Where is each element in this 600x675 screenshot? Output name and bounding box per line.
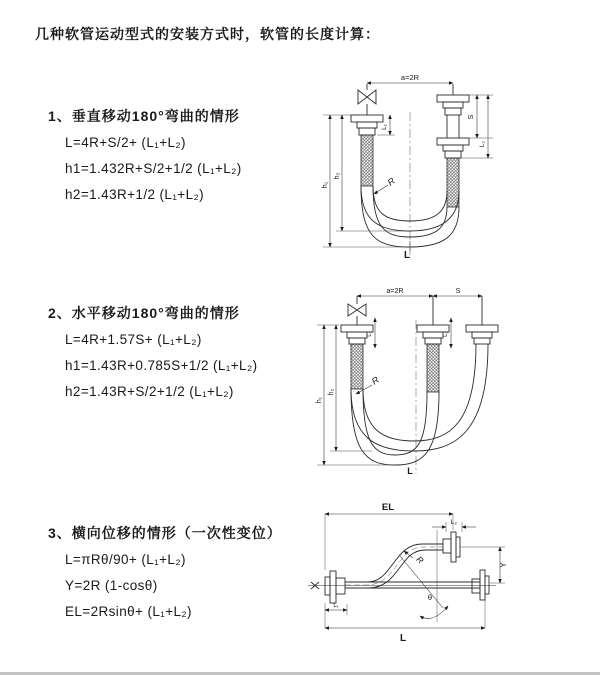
section-vertical-movement xyxy=(48,106,242,213)
dimension-l1 xyxy=(325,603,347,615)
dim-el-label: EL xyxy=(381,502,395,513)
dim-s-label: S xyxy=(455,288,461,295)
dim-a-label: a=2R xyxy=(400,73,420,82)
dimension-l xyxy=(325,600,485,644)
dim-h1-label: h₁ xyxy=(316,396,323,404)
dim-l-label: L xyxy=(399,633,407,644)
section-3-heading: 3、横向位移的情形（一次性变位） xyxy=(48,525,282,541)
formula-h1: h1=1.43R+0.785S+1/2 (L₁+L₂) xyxy=(65,358,258,373)
dim-l-label: L xyxy=(407,466,413,476)
dim-l2-label: L₂ xyxy=(450,519,458,526)
formula-l: L=πRθ/90+ (L₁+L₂) xyxy=(65,552,186,567)
dim-l2-label: L₂ xyxy=(479,140,486,148)
dim-y-label: Y xyxy=(499,562,508,568)
formula-h1: h1=1.432R+S/2+1/2 (L₁+L₂) xyxy=(65,161,242,176)
dim-a-label: a=2R xyxy=(386,288,404,295)
fixed-end-flange xyxy=(325,571,345,603)
valve-icon xyxy=(348,304,366,316)
formula-h2: h2=1.43R+1/2 (L₁+L₂) xyxy=(65,187,205,202)
diagram-lateral-displacement xyxy=(300,500,600,650)
radius-callout xyxy=(374,175,397,194)
moving-end-pipe-position-1 xyxy=(417,296,449,392)
dim-l1-label: L₁ xyxy=(333,603,339,609)
flange xyxy=(466,325,498,344)
diagram-horizontal-180-bend xyxy=(310,282,600,477)
formula-el: EL=2Rsinθ+ (L₁+L₂) xyxy=(65,604,192,619)
formula-l: L=4R+S/2+ (L₁+L₂) xyxy=(65,135,186,150)
flange xyxy=(351,115,383,135)
dimension-l xyxy=(407,466,413,476)
radius-label: R xyxy=(414,554,426,566)
dimension-a-2r xyxy=(367,73,453,83)
dimension-el xyxy=(325,502,453,570)
moving-end-flange-displaced xyxy=(443,532,460,562)
dim-l1-label: L₁ xyxy=(381,124,388,130)
dimension-s xyxy=(455,95,493,138)
dimension-y xyxy=(460,547,508,583)
flange-lower-position xyxy=(437,138,469,158)
hose-displaced-position xyxy=(345,532,460,588)
formula-h2: h2=1.43R+S/2+1/2 (L₁+L₂) xyxy=(65,384,234,399)
section-1-formulas xyxy=(48,135,242,204)
diagram-vertical-180-bend xyxy=(310,70,600,260)
dim-l2-label: L₂ xyxy=(443,331,449,337)
formula-l: L=4R+1.57S+ (L₁+L₂) xyxy=(65,332,202,347)
formula-y: Y=2R (1-cosθ) xyxy=(65,578,158,593)
dim-h1-label: h₁ xyxy=(320,181,329,189)
dimension-l xyxy=(404,241,410,261)
valve-icon xyxy=(358,90,376,104)
braided-hose-section xyxy=(447,158,459,207)
hose-u-bend xyxy=(351,344,488,465)
dim-s-label: S xyxy=(466,114,475,120)
page-title: 几种软管运动型式的安装方式时，软管的长度计算： xyxy=(35,26,380,42)
section-2-heading: 2、水平移动180°弯曲的情形 xyxy=(48,305,240,321)
radius-label: R xyxy=(385,175,397,188)
dim-h2-label: h₂ xyxy=(328,388,335,396)
fixed-end-pipe xyxy=(341,296,373,389)
dimension-l2 xyxy=(432,519,476,532)
moving-end-pipe xyxy=(437,84,469,207)
section-horizontal-movement xyxy=(48,303,257,410)
dimension-l1 xyxy=(377,115,395,135)
flange-upper-position xyxy=(437,95,469,115)
dim-l-label: L xyxy=(403,250,411,261)
dimension-l1 xyxy=(367,318,375,348)
dim-l1-label: L₁ xyxy=(367,331,373,337)
section-1-heading: 1、垂直移动180°弯曲的情形 xyxy=(48,108,240,124)
dimension-a-2r xyxy=(357,288,433,296)
theta-label: θ xyxy=(427,593,433,602)
dimension-l2 xyxy=(443,318,451,348)
braided-hose-section xyxy=(427,344,439,392)
moving-end-flange-original xyxy=(472,570,489,600)
dim-h2-label: h₂ xyxy=(332,172,341,180)
dimension-s xyxy=(433,288,482,296)
braided-hose-section xyxy=(361,135,373,186)
section-2-formulas xyxy=(48,332,257,401)
braided-hose-section xyxy=(351,344,363,389)
radius-label: R xyxy=(369,374,381,387)
section-lateral-displacement xyxy=(48,523,282,630)
section-3-formulas xyxy=(48,552,282,621)
moving-end-pipe-position-2 xyxy=(466,296,498,344)
